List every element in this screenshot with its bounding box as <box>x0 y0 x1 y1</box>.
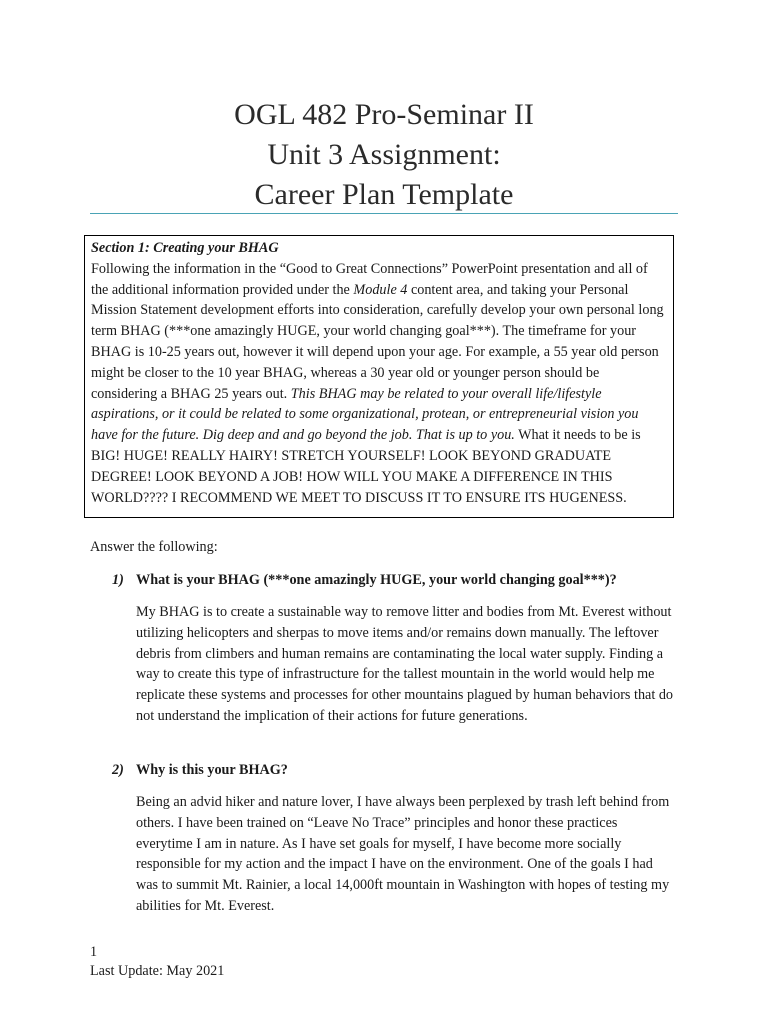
document-title <box>0 95 768 215</box>
title-line-2: Unit 3 Assignment: <box>267 138 501 171</box>
answer-2: Being an advid hiker and nature lover, I have always been perplexed by trash left behind from others. I have been trained on “Leave No Trace” principles and honor these practices everytime I am in nature. As I have set goals for myself, I have become more socially responsible for my action and the impact I have on the environment. One of the goals I had was to summit Mt. Rainier, a local 14,000ft mountain in Washington with hopes of testing my abilities for Mt. Everest. <box>136 794 670 914</box>
title-line-3: Career Plan Template <box>254 178 514 211</box>
section-1-body <box>91 259 667 509</box>
title-line-1: OGL 482 Pro-Seminar II <box>234 98 534 131</box>
section-1-module-ref: Module 4 <box>353 281 408 298</box>
question-2 <box>112 760 288 780</box>
section-1-text-c: What it needs to be is BIG! HUGE! REALLY HAIRY! STRETCH YOURSELF! LOOK BEYOND GRADUATE DEGREE! LOOK BEYOND A JOB! HOW WILL YOU MAKE A DIFFERENCE IN THIS WORLD???? I RECOMMEND WE MEET TO DISCUSS IT TO ENSURE ITS HUGENESS. <box>91 427 641 506</box>
title-divider <box>90 213 678 214</box>
last-update: Last Update: May 2021 <box>90 963 225 979</box>
question-1-bold: What is your BHAG <box>136 572 260 588</box>
question-2-bold: Why is this your BHAG? <box>136 762 288 778</box>
question-2-number: 2) <box>112 762 124 778</box>
answer-1: My BHAG is to create a sustainable way to remove litter and bodies from Mt. Everest without utilizing helicopters and sherpas to move items and/or remains down manually. The leftover debris from climbers and human remains are contaminating the local water supply. Finding a way to create this type of infrastructure for the tallest mountain in the world would help me replicate these systems and processes for other mountains plagued by human behaviors that do not understand the implication of their actions for future generations. <box>136 604 674 724</box>
page-number: 1 <box>90 944 98 960</box>
question-1-rest: (***one amazingly HUGE, your world changing goal***)? <box>259 572 617 588</box>
answer-intro: Answer the following: <box>90 539 218 555</box>
section-1-title: Section 1: Creating your BHAG <box>91 240 279 256</box>
question-1 <box>112 570 617 590</box>
section-1-italic-text: This BHAG may be related to your overall life/lifestyle aspirations, or it could be related to some organizational, protean, or entrepreneurial vision you have for the future. Dig deep and and go beyond the job. That is up to you. <box>91 385 639 444</box>
question-1-number: 1) <box>112 572 124 588</box>
section-1-text-b: content area, and taking your Personal Mission Statement development efforts into consideration, carefully develop your own personal long term BHAG (***one amazingly HUGE, your world changing goal***). The timeframe for your BHAG is 10-25 years out, however it will depend upon your age. For example, a 55 year old person might be closer to the 10 year BHAG, whereas a 30 year old or younger person should be considering a BHAG 25 years out. <box>91 281 664 402</box>
page-footer <box>90 943 224 981</box>
section-1-text-a: Following the information in the “Good to Great Connections” PowerPoint presentation and all of the additional information provided under the <box>91 260 648 298</box>
section-1-box <box>84 235 674 518</box>
